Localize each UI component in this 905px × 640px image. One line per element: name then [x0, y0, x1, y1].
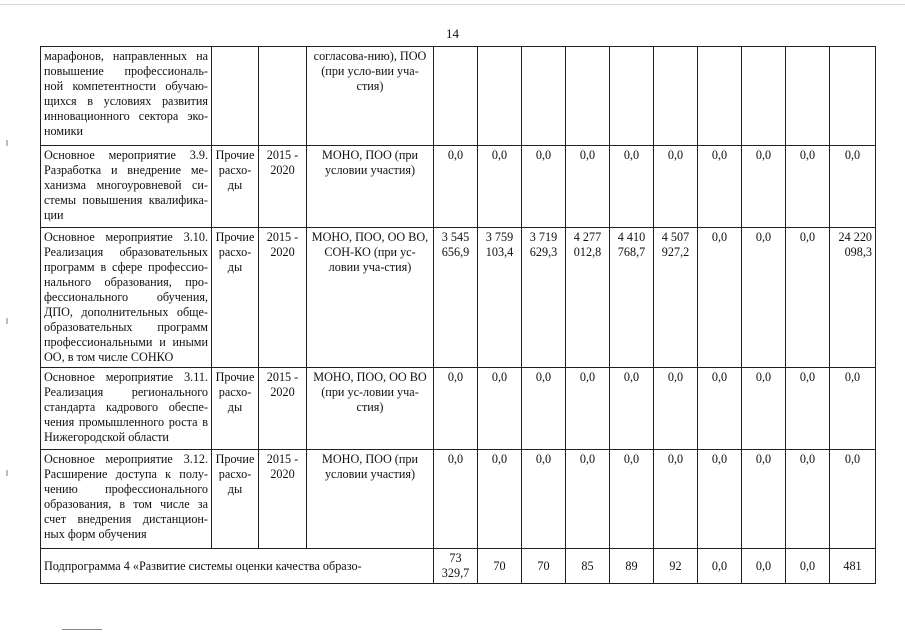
executor: МОНО, ПОО, ОО ВО (при ус-ловии уча-стия): [307, 368, 434, 450]
activity-description: Основное мероприятие 3.12. Расширение доступа к полу-чению профессионального образования, в том числе за счет внедрения дистанцион-ных форм обучения: [41, 450, 212, 549]
executor: согласова-нию), ПОО (при усло-вии уча-стия): [307, 47, 434, 146]
funding-value: 0,0: [434, 450, 478, 549]
funding-value: 3 759 103,4: [478, 228, 522, 368]
subprogram-value: 89: [610, 549, 654, 584]
executor: МОНО, ПОО, ОО ВО, СОН-КО (при ус-ловии уча-стия): [307, 228, 434, 368]
funding-value: 0,0: [786, 146, 830, 228]
funding-value: 0,0: [830, 368, 876, 450]
table-row: [41, 228, 876, 368]
funding-value: 4 410 768,7: [610, 228, 654, 368]
expense-type: Прочие расхо-ды: [212, 368, 259, 450]
funding-value: 0,0: [434, 146, 478, 228]
funding-value: [654, 47, 698, 146]
table-row: [41, 146, 876, 228]
funding-value: 0,0: [610, 146, 654, 228]
funding-value: 0,0: [654, 450, 698, 549]
funding-value: 0,0: [478, 450, 522, 549]
funding-value: 0,0: [698, 450, 742, 549]
funding-value: [830, 47, 876, 146]
funding-value: 0,0: [698, 368, 742, 450]
funding-value: 0,0: [566, 450, 610, 549]
funding-value: [610, 47, 654, 146]
funding-value: 4 277 012,8: [566, 228, 610, 368]
page-number: 14: [446, 26, 459, 41]
footer-rule: [62, 629, 102, 630]
funding-value: 3 545 656,9: [434, 228, 478, 368]
period: 2015 - 2020: [259, 228, 307, 368]
executor: МОНО, ПОО (при условии участия): [307, 450, 434, 549]
period: 2015 - 2020: [259, 450, 307, 549]
funding-value: [434, 47, 478, 146]
funding-value: 0,0: [522, 146, 566, 228]
budget-table: [40, 46, 876, 584]
executor: МОНО, ПОО (при условии участия): [307, 146, 434, 228]
funding-value: 0,0: [522, 368, 566, 450]
expense-type: Прочие расхо-ды: [212, 146, 259, 228]
funding-value: 0,0: [478, 368, 522, 450]
subprogram-value: 0,0: [742, 549, 786, 584]
subprogram-value: 70: [522, 549, 566, 584]
subprogram-value: 0,0: [786, 549, 830, 584]
funding-value: 0,0: [610, 450, 654, 549]
funding-value: 0,0: [830, 450, 876, 549]
funding-value: [742, 47, 786, 146]
margin-mark: [6, 318, 8, 324]
funding-value: [786, 47, 830, 146]
period: [259, 47, 307, 146]
funding-value: 0,0: [742, 228, 786, 368]
funding-value: 24 220 098,3: [830, 228, 876, 368]
expense-type: Прочие расхо-ды: [212, 450, 259, 549]
expense-type: [212, 47, 259, 146]
funding-value: [478, 47, 522, 146]
subprogram-value: 0,0: [698, 549, 742, 584]
subprogram-label: Подпрограмма 4 «Развитие системы оценки качества образо-: [41, 549, 434, 584]
table-row: [41, 47, 876, 146]
table-row: [41, 450, 876, 549]
funding-value: 0,0: [522, 450, 566, 549]
subprogram-value: 73 329,7: [434, 549, 478, 584]
funding-value: 3 719 629,3: [522, 228, 566, 368]
funding-value: 0,0: [786, 368, 830, 450]
table-row: [41, 368, 876, 450]
activity-description: Основное мероприятие 3.11. Реализация регионального стандарта кадрового обеспе-чения промышленного роста в Нижегородской области: [41, 368, 212, 450]
funding-value: 0,0: [698, 146, 742, 228]
period: 2015 - 2020: [259, 146, 307, 228]
funding-value: [566, 47, 610, 146]
funding-value: 0,0: [654, 146, 698, 228]
funding-value: 0,0: [786, 450, 830, 549]
funding-value: 4 507 927,2: [654, 228, 698, 368]
funding-value: 0,0: [698, 228, 742, 368]
funding-value: 0,0: [566, 368, 610, 450]
subprogram-value: 92: [654, 549, 698, 584]
scan-edge-line: [0, 4, 905, 5]
funding-value: 0,0: [434, 368, 478, 450]
funding-value: 0,0: [742, 450, 786, 549]
subprogram-value: 481: [830, 549, 876, 584]
funding-value: 0,0: [566, 146, 610, 228]
activity-description: марафонов, направленных на повышение профессиональ-ной компетентности обучаю-щихся в условиях развития инновационного сектора эко-номики: [41, 47, 212, 146]
subprogram-value: 85: [566, 549, 610, 584]
funding-value: 0,0: [610, 368, 654, 450]
subprogram-value: 70: [478, 549, 522, 584]
margin-mark: [6, 470, 8, 476]
funding-value: 0,0: [742, 146, 786, 228]
subprogram-row: [41, 549, 876, 584]
funding-value: 0,0: [786, 228, 830, 368]
funding-value: 0,0: [654, 368, 698, 450]
period: 2015 - 2020: [259, 368, 307, 450]
activity-description: Основное мероприятие 3.10. Реализация образовательных программ в сфере профессио-нального образования, про-фессионального обучения, ДПО, дополнительных обще-образовательных программ профессиональными и иными ОО, в том числе СОНКО: [41, 228, 212, 368]
funding-value: [522, 47, 566, 146]
funding-value: 0,0: [830, 146, 876, 228]
funding-value: [698, 47, 742, 146]
funding-value: 0,0: [478, 146, 522, 228]
expense-type: Прочие расхо-ды: [212, 228, 259, 368]
funding-value: 0,0: [742, 368, 786, 450]
margin-mark: [6, 140, 8, 146]
activity-description: Основное мероприятие 3.9. Разработка и внедрение ме-ханизма многоуровневой си-стемы повышения квалифика-ции: [41, 146, 212, 228]
